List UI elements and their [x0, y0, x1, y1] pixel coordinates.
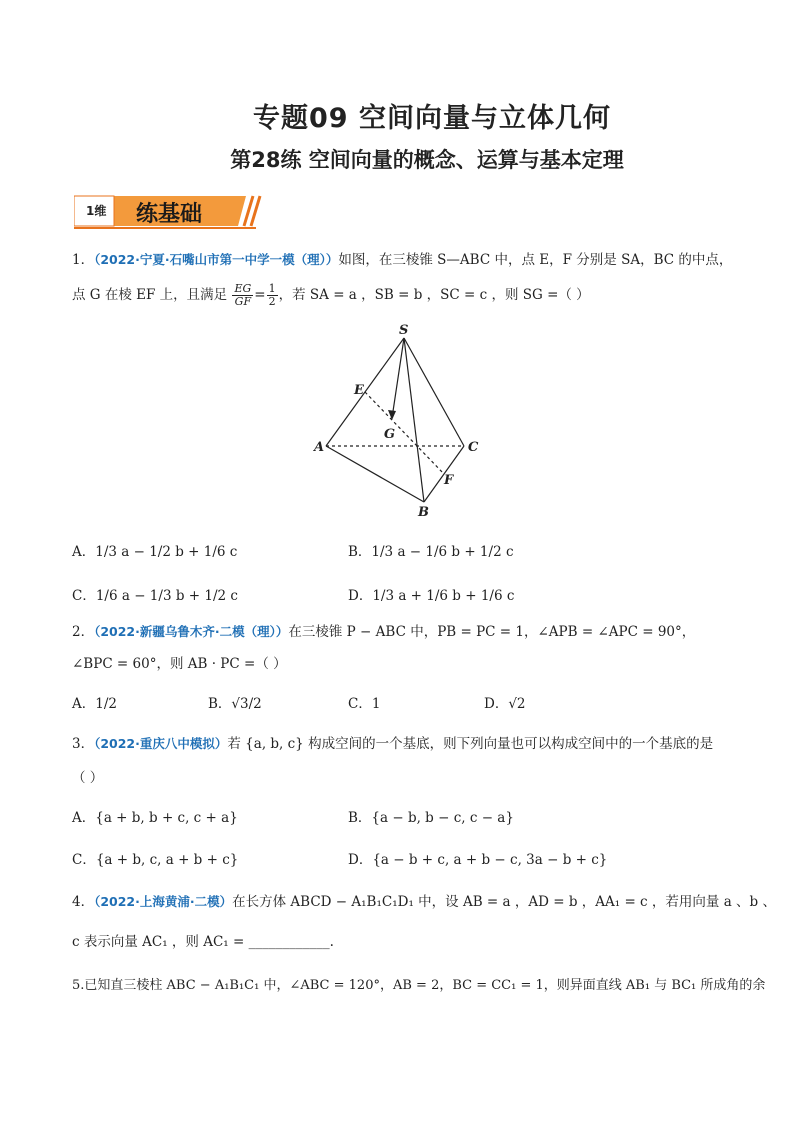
question-4-line2 [72, 932, 334, 952]
edge-SB [404, 338, 424, 502]
question-text: 在长方体 ABCD − A₁B₁C₁D₁ 中，设 AB = a ，AD = b ，AA₁ = c ，若用向量 a 、b 、 [232, 894, 776, 910]
option-label: A． [72, 544, 96, 560]
option-d[interactable] [348, 848, 607, 868]
label-G: G [384, 427, 396, 442]
fraction-numerator: EG [234, 282, 252, 295]
banner-badge: 1维 [86, 204, 107, 218]
option-label: B． [348, 544, 372, 560]
option-label: C． [348, 696, 372, 712]
label-B: B [418, 505, 429, 520]
option-label: C． [72, 852, 96, 868]
option-b[interactable] [348, 806, 514, 826]
label-F: F [444, 473, 454, 488]
option-a[interactable] [72, 540, 237, 560]
option-text: √3/2 [231, 696, 262, 712]
question-source: （2022·新疆乌鲁木齐·二模（理）） [94, 624, 289, 639]
segment-EF [365, 392, 444, 474]
question-3 [72, 734, 713, 754]
question-2 [72, 622, 695, 642]
option-text: 1 [371, 696, 381, 712]
option-c[interactable] [72, 584, 238, 604]
question-number: 1． [72, 252, 95, 268]
option-label: B． [208, 696, 232, 712]
option-d[interactable] [484, 692, 526, 712]
label-E: E [354, 383, 364, 398]
question-2-line2 [72, 654, 287, 674]
arrow-head [388, 410, 396, 420]
question-source: （2022·重庆八中模拟） [94, 736, 228, 751]
question-text: c 表示向量 AC₁ ，则 AC₁ = ____________. [72, 934, 334, 950]
question-text: 若 {a, b, c} 构成空间的一个基底，则下列向量也可以构成空间中的一个基底的是 [227, 736, 714, 752]
option-text: {a − b + c, a + b − c, 3a − b + c} [372, 852, 608, 868]
question-5 [72, 976, 765, 996]
question-text: 5.已知直三棱柱 ABC − A₁B₁C₁ 中，∠ABC = 120°，AB = 2，BC = CC₁ = 1，则异面直线 AB₁ 与 BC₁ 所成角的余 [72, 978, 766, 993]
question-4 [72, 892, 776, 912]
question-source: （2022·上海黄浦·二模） [94, 894, 233, 909]
label-S: S [399, 323, 409, 338]
option-text: 1/2 [95, 696, 117, 712]
page-title: 专题09 空间向量与立体几何 [253, 103, 611, 134]
option-text: {a + b, c, a + b + c} [95, 852, 239, 868]
question-number: 3． [72, 736, 95, 752]
edge-AB [326, 446, 424, 502]
option-text: √2 [508, 696, 526, 712]
option-text: {a − b, b − c, c − a} [371, 810, 514, 826]
option-text: 1/3 a − 1/2 b + 1/6 c [95, 544, 238, 560]
option-d[interactable] [348, 584, 514, 604]
question-number: 2． [72, 624, 95, 640]
option-label: B． [348, 810, 372, 826]
option-text: 1/3 a − 1/6 b + 1/2 c [371, 544, 514, 560]
question-text: 点 G 在棱 EF 上，且满足 [72, 287, 228, 303]
option-c[interactable] [348, 692, 380, 712]
section-banner [74, 192, 264, 232]
option-text: 1/6 a − 1/3 b + 1/2 c [95, 588, 238, 604]
option-label: D． [484, 696, 509, 712]
ratio-value [267, 283, 278, 308]
fraction-denominator: GF [234, 295, 252, 308]
label-A: A [314, 440, 325, 455]
question-text: ∠BPC = 60°，则 AB · PC =（ ） [72, 656, 287, 672]
question-number: 4． [72, 894, 95, 910]
label-C: C [468, 440, 479, 455]
option-label: D． [348, 588, 373, 604]
edge-SC [404, 338, 464, 446]
option-label: A． [72, 810, 96, 826]
option-c[interactable] [72, 848, 238, 868]
ratio-fraction [232, 283, 253, 308]
question-text: 在三棱锥 P − ABC 中，PB = PC = 1，∠APB = ∠APC = 90°， [288, 624, 696, 640]
option-b[interactable] [208, 692, 262, 712]
option-b[interactable] [348, 540, 514, 560]
option-a[interactable] [72, 806, 238, 826]
question-text: ，若 SA = a ，SB = b ，SC = c ，则 SG =（ ） [278, 287, 590, 303]
page-subtitle: 第28练 空间向量的概念、运算与基本定理 [230, 148, 624, 172]
fraction-numerator: 1 [268, 282, 276, 295]
question-1-line2: 点 G 在棱 EF 上，且满足 $\frac{EG}{GF}$ = $\frac{1}{2}$ ，若 SA = a ，SB = b ，SC = c ，则 SG =（ ） [72, 282, 590, 308]
question-1 [72, 250, 732, 270]
question-3-line2 [72, 768, 103, 788]
option-label: D． [348, 852, 373, 868]
question-source: （2022·宁夏·石嘴山市第一中学一模（理）） [94, 252, 339, 267]
vector-SG [392, 338, 404, 418]
question-text: （ ） [72, 770, 104, 786]
option-text: 1/3 a + 1/6 b + 1/6 c [372, 588, 515, 604]
banner-label: 练基础 [136, 202, 203, 227]
option-text: {a + b, b + c, c + a} [95, 810, 238, 826]
question-text: 如图，在三棱锥 S—ABC 中，点 E，F 分别是 SA，BC 的中点， [338, 252, 733, 268]
tetrahedron-figure [300, 320, 500, 520]
option-label: A． [72, 696, 96, 712]
fraction-denominator: 2 [268, 295, 276, 308]
option-label: C． [72, 588, 96, 604]
option-a[interactable] [72, 692, 117, 712]
